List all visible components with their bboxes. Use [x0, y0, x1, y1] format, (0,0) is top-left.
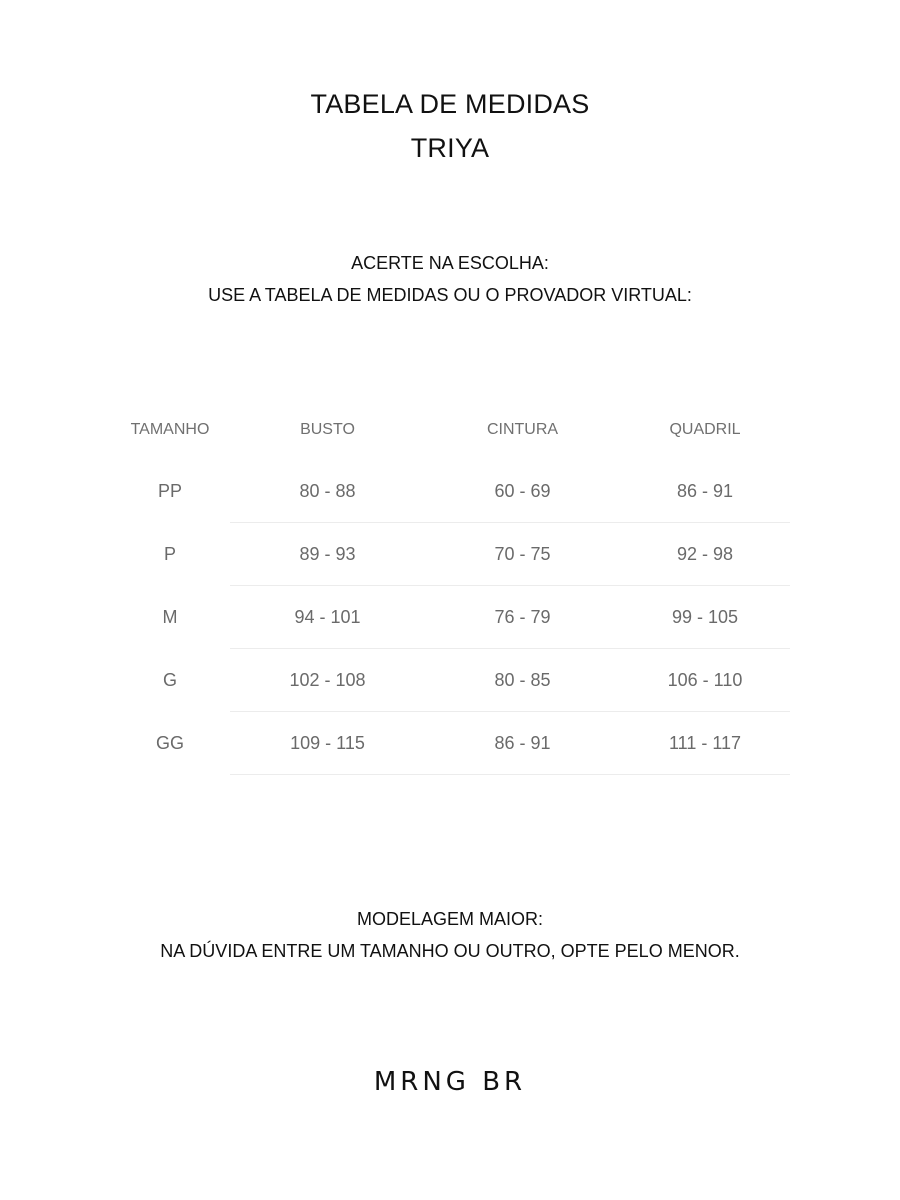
table-row — [110, 460, 790, 523]
cintura-cell: 80 - 85 — [425, 649, 620, 712]
size-cell: G — [162, 669, 177, 690]
table-header-row — [110, 400, 790, 460]
cintura-cell: 60 - 69 — [425, 460, 620, 523]
cintura-cell: 70 - 75 — [425, 523, 620, 586]
brand-logo: MRNG BR — [373, 1067, 527, 1097]
column-header-tamanho: TAMANHO — [130, 421, 210, 438]
column-header-busto: BUSTO — [300, 421, 355, 438]
intro-line-2: USE A TABELA DE MEDIDAS OU O PROVADOR VIRTUAL: — [208, 285, 692, 305]
column-header-quadril: QUADRIL — [669, 421, 741, 438]
intro-text — [0, 247, 900, 311]
note-line-1: MODELAGEM MAIOR: — [356, 909, 544, 929]
table-row — [110, 649, 790, 712]
table-row — [110, 712, 790, 775]
quadril-cell: 111 - 117 — [620, 712, 790, 775]
size-cell: M — [162, 606, 178, 627]
busto-cell: 89 - 93 — [230, 523, 425, 586]
busto-cell: 94 - 101 — [230, 586, 425, 649]
quadril-cell: 106 - 110 — [620, 649, 790, 712]
busto-cell: 109 - 115 — [230, 712, 425, 775]
busto-cell: 102 - 108 — [230, 649, 425, 712]
page-title — [0, 82, 900, 170]
size-cell: PP — [157, 480, 182, 501]
quadril-cell: 92 - 98 — [620, 523, 790, 586]
column-header-cintura: CINTURA — [486, 421, 559, 438]
table-row — [110, 523, 790, 586]
size-cell: GG — [155, 732, 184, 753]
quadril-cell: 99 - 105 — [620, 586, 790, 649]
title-line-2: TRIYA — [410, 133, 490, 163]
size-chart-table — [110, 400, 790, 775]
title-line-1: TABELA DE MEDIDAS — [310, 89, 590, 119]
size-cell: P — [163, 543, 176, 564]
table-row — [110, 586, 790, 649]
cintura-cell: 76 - 79 — [425, 586, 620, 649]
cintura-cell: 86 - 91 — [425, 712, 620, 775]
note-line-2: NA DÚVIDA ENTRE UM TAMANHO OU OUTRO, OPTE PELO MENOR. — [160, 941, 740, 961]
busto-cell: 80 - 88 — [230, 460, 425, 523]
sizing-note — [0, 903, 900, 967]
intro-line-1: ACERTE NA ESCOLHA: — [351, 253, 549, 273]
quadril-cell: 86 - 91 — [620, 460, 790, 523]
